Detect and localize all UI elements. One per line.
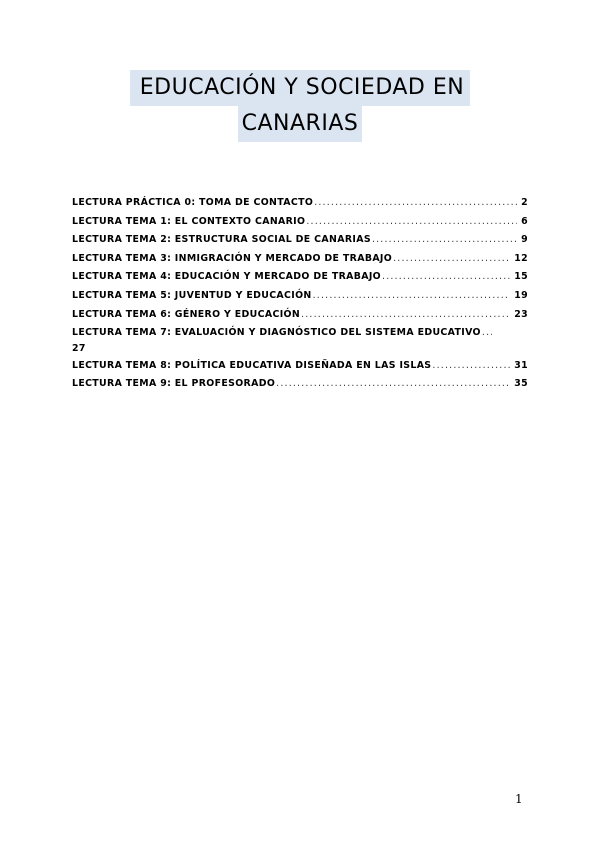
toc-entry-tema-1[interactable] <box>72 213 528 232</box>
table-of-contents <box>72 194 528 394</box>
toc-leader-dots <box>313 287 511 306</box>
toc-entry-tema-8[interactable] <box>72 357 528 376</box>
document-title <box>0 70 600 142</box>
toc-leader-dots <box>432 357 510 376</box>
toc-leader-dots <box>393 250 510 269</box>
toc-entry-page: 9 <box>521 234 528 246</box>
title-line-2: CANARIAS <box>238 106 363 142</box>
toc-leader-dots <box>276 375 510 394</box>
toc-entry-tema-3[interactable] <box>72 250 528 269</box>
toc-entry-label: LECTURA PRÁCTICA 0: TOMA DE CONTACTO <box>72 197 314 208</box>
toc-entry-label: LECTURA TEMA 1: EL CONTEXTO CANARIO <box>72 215 306 227</box>
toc-entry-page: 6 <box>521 215 528 227</box>
toc-entry-page: 35 <box>514 378 528 390</box>
toc-entry-tema-7[interactable] <box>72 324 528 357</box>
toc-entry-tema-4[interactable] <box>72 268 528 287</box>
title-line-1: EDUCACIÓN Y SOCIEDAD EN <box>130 70 470 106</box>
toc-entry-label: LECTURA TEMA 8: POLÍTICA EDUCATIVA DISEÑADA EN LAS ISLAS <box>72 359 432 371</box>
toc-entry-label: LECTURA TEMA 9: EL PROFESORADO <box>72 378 276 390</box>
toc-entry-label: LECTURA TEMA 5: JUVENTUD Y EDUCACIÓN <box>72 289 312 301</box>
toc-entry-tema-9[interactable] <box>72 375 528 394</box>
toc-leader-dots <box>314 194 517 213</box>
toc-leader-dots <box>382 268 510 287</box>
toc-entry-tema-2[interactable] <box>72 231 528 250</box>
toc-entry-page: 12 <box>514 252 528 264</box>
toc-leader-dots <box>306 213 517 232</box>
toc-entry-page: 2 <box>521 197 528 208</box>
toc-entry-label: LECTURA TEMA 4: EDUCACIÓN Y MERCADO DE TRABAJO <box>72 271 382 283</box>
toc-entry-label: LECTURA TEMA 3: INMIGRACIÓN Y MERCADO DE TRABAJO <box>72 252 393 264</box>
toc-entry-practica-0[interactable] <box>72 194 528 213</box>
toc-leader-dots <box>482 324 492 343</box>
toc-entry-page: 23 <box>514 308 528 320</box>
toc-entry-label: LECTURA TEMA 7: EVALUACIÓN Y DIAGNÓSTICO DEL SISTEMA EDUCATIVO <box>72 327 481 339</box>
page-number: 1 <box>515 792 523 806</box>
toc-leader-dots <box>301 306 510 325</box>
toc-entry-label: LECTURA TEMA 2: ESTRUCTURA SOCIAL DE CANARIAS <box>72 234 371 246</box>
toc-entry-page: 15 <box>514 271 528 283</box>
toc-entry-label: LECTURA TEMA 6: GÉNERO Y EDUCACIÓN <box>72 308 301 320</box>
toc-entry-page: 31 <box>514 359 528 371</box>
toc-entry-page: 27 <box>72 342 86 354</box>
toc-leader-dots <box>372 231 517 250</box>
toc-entry-tema-5[interactable] <box>72 287 528 306</box>
toc-entry-tema-6[interactable] <box>72 306 528 325</box>
toc-entry-page: 19 <box>514 289 528 301</box>
